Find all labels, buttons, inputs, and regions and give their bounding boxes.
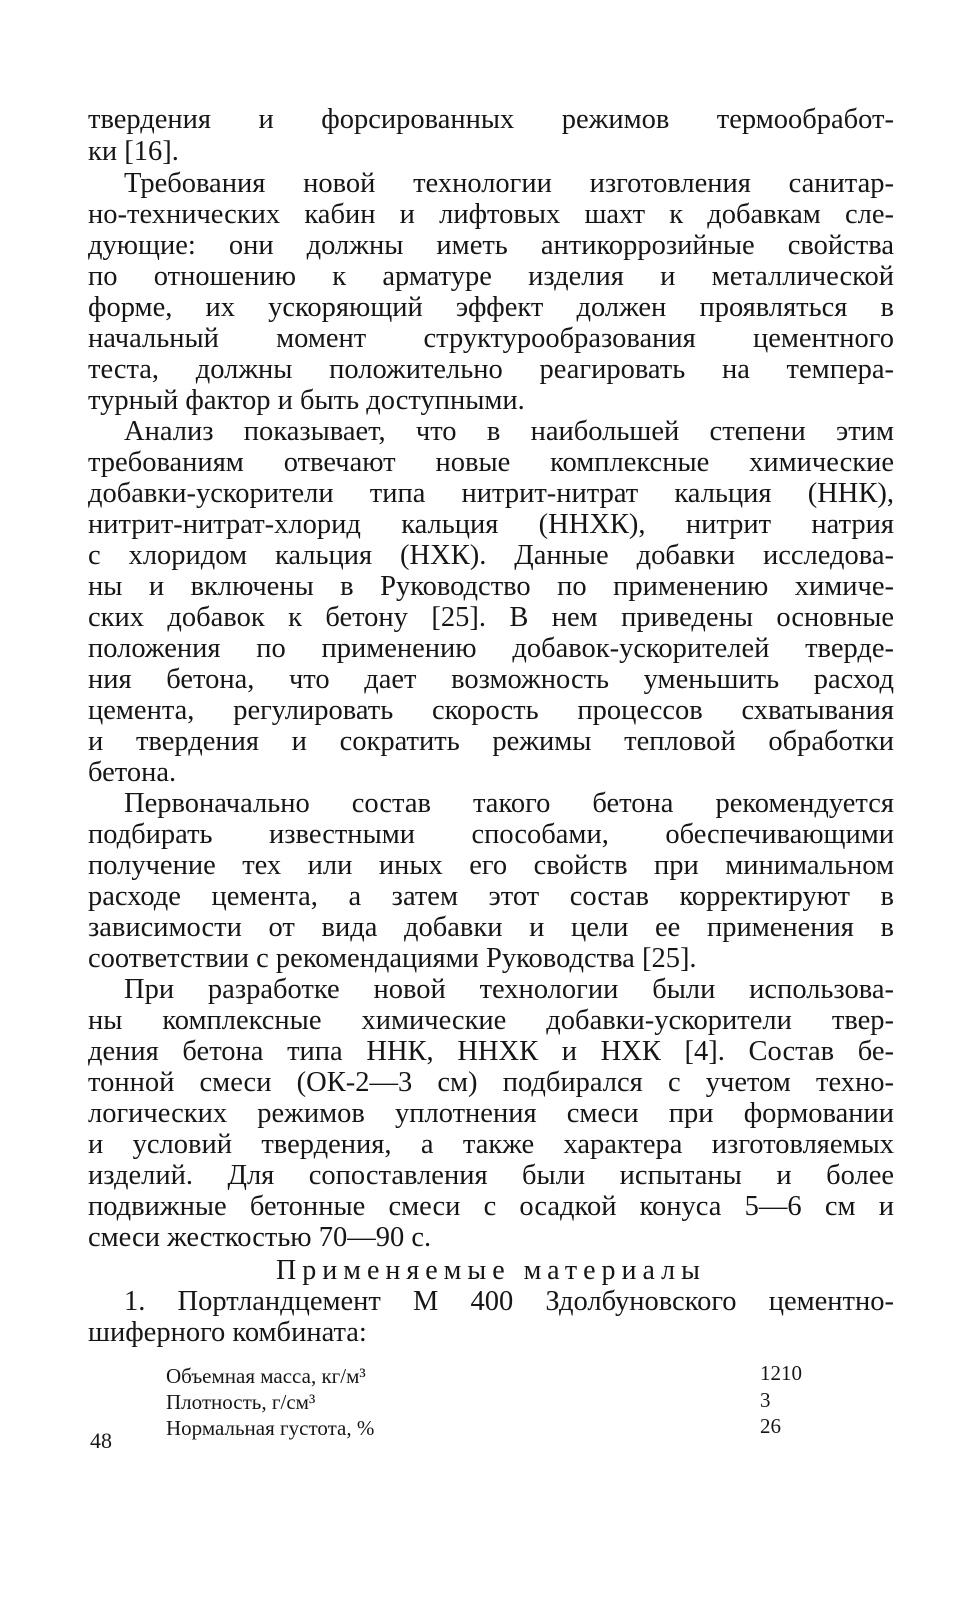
text-line: бетона. [88, 757, 177, 788]
text-line: цемента, регулировать скорость процессов схватывания [88, 695, 894, 726]
text-line: логических режимов уплотнения смеси при формовании [88, 1098, 894, 1129]
text-line: подбирать известными способами, обеспечивающими [88, 819, 894, 850]
property-value: 3 [760, 1388, 771, 1412]
page-number: 48 [90, 1428, 112, 1453]
text-line: требованиям отвечают новые комплексные химические [88, 447, 894, 478]
text-line: тонной смеси (ОК-2—3 см) подбирался с учетом техно- [88, 1067, 894, 1098]
text-line: соответствии с рекомендациями Руководства [25]. [88, 943, 697, 974]
text-line: теста, должны положительно реагировать на темпера- [88, 354, 894, 385]
text-line: ки [16]. [88, 136, 179, 167]
text-line: с хлоридом кальция (НХК). Данные добавки исследова- [88, 540, 894, 571]
text-line: смеси жесткостью 70—90 с. [88, 1222, 432, 1253]
text-line: При разработке новой технологии были использова- [124, 974, 894, 1005]
text-line: дения бетона типа ННК, ННХК и НХК [4]. Состав бе- [88, 1036, 894, 1067]
property-value: 26 [760, 1414, 781, 1438]
text-line: положения по применению добавок-ускорителей тверде- [88, 633, 894, 664]
property-label: Объемная масса, кг/м³ [166, 1364, 366, 1388]
text-line: дующие: они должны иметь антикоррозийные свойства [88, 230, 894, 261]
text-line: ских добавок к бетону [25]. В нем приведены основные [88, 602, 894, 633]
text-line: расходе цемента, а затем этот состав корректируют в [88, 881, 894, 912]
text-line: нитрит-нитрат-хлорид кальция (ННХК), нитрит натрия [88, 509, 894, 540]
text-line: Первоначально состав такого бетона рекомендуется [124, 788, 894, 819]
property-value: 1210 [760, 1361, 802, 1385]
text-line: зависимости от вида добавки и цели ее применения в [88, 912, 894, 943]
text-line: и твердения и сократить режимы тепловой обработки [88, 726, 894, 757]
text-line: турный фактор и быть доступными. [88, 385, 525, 416]
list-item-line: шиферного комбината: [88, 1317, 367, 1348]
text-line: ния бетона, что дает возможность уменьшить расход [88, 664, 894, 695]
list-item-line: 1. Портландцемент М 400 Здолбуновского цементно- [124, 1286, 894, 1317]
text-line: Требования новой технологии изготовления санитар- [124, 168, 894, 199]
text-line: Анализ показывает, что в наибольшей степени этим [124, 416, 894, 447]
text-line: начальный момент структурообразования цементного [88, 323, 894, 354]
text-line: по отношению к арматуре изделия и металлической [88, 261, 894, 292]
text-line: получение тех или иных его свойств при минимальном [88, 850, 894, 881]
text-line: форме, их ускоряющий эффект должен проявляться в [88, 292, 894, 323]
text-line: и условий твердения, а также характера изготовляемых [88, 1129, 894, 1160]
section-heading: Применяемые материалы [276, 1255, 706, 1286]
text-line: изделий. Для сопоставления были испытаны и более [88, 1160, 894, 1191]
property-label: Плотность, г/см³ [166, 1390, 316, 1414]
text-line: ны и включены в Руководство по применению химиче- [88, 571, 894, 602]
property-label: Нормальная густота, % [166, 1416, 375, 1440]
text-line: подвижные бетонные смеси с осадкой конуса 5—6 см и [88, 1191, 894, 1222]
text-line: ны комплексные химические добавки-ускорители твер- [88, 1005, 894, 1036]
text-line: твердения и форсированных режимов термообработ- [88, 104, 894, 135]
text-line: но-технических кабин и лифтовых шахт к добавкам сле- [88, 199, 894, 230]
text-line: добавки-ускорители типа нитрит-нитрат кальция (ННК), [88, 478, 894, 509]
